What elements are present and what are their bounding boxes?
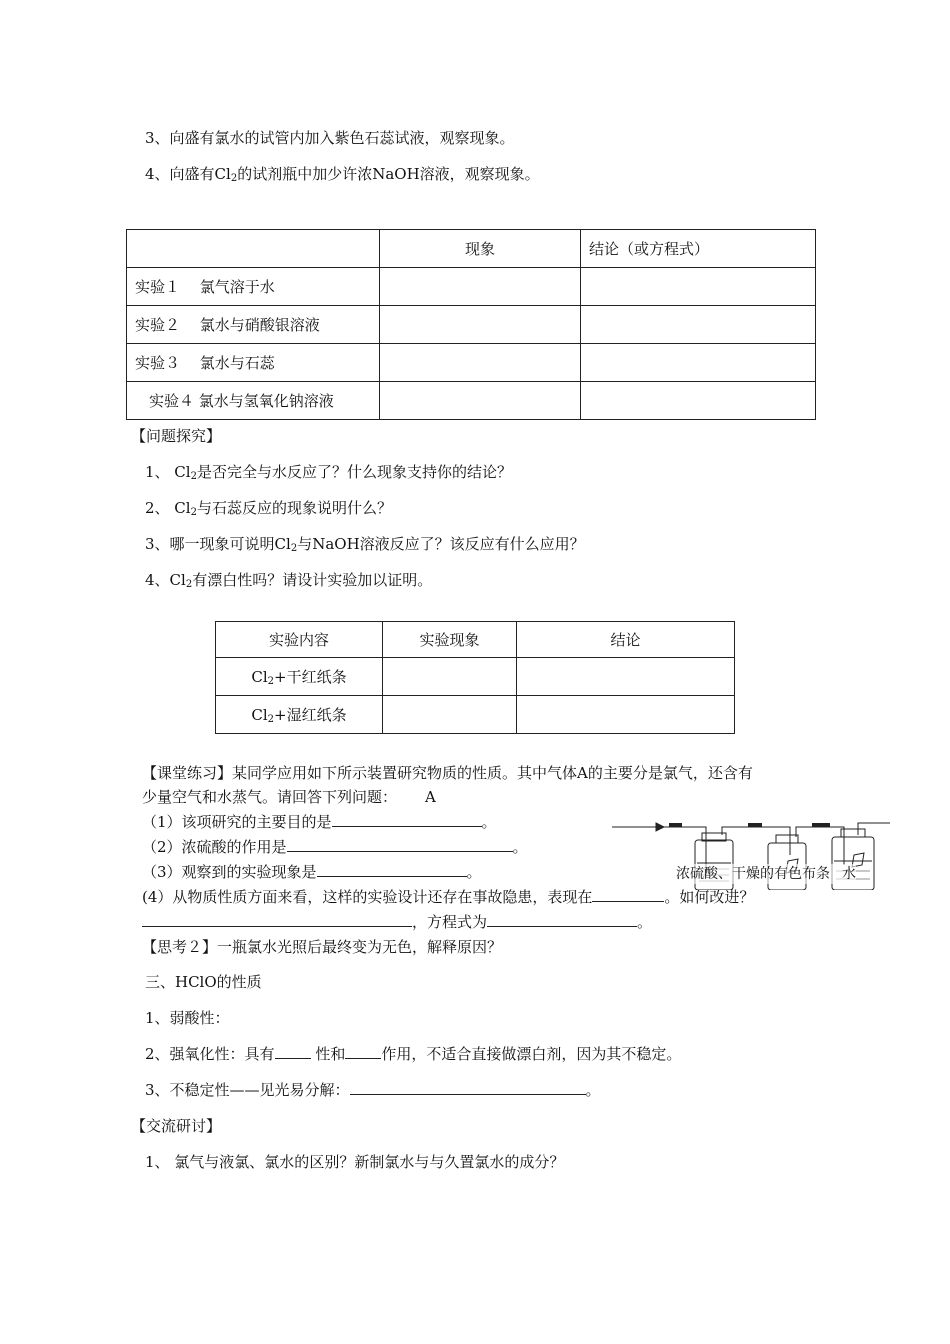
bleaching-table bbox=[215, 621, 735, 734]
table-row bbox=[127, 382, 816, 420]
table-header-cell bbox=[127, 230, 380, 268]
observation-cell[interactable] bbox=[383, 696, 517, 734]
practice-question-1: （1）该项研究的主要目的是 。 bbox=[142, 813, 497, 831]
table-header-row bbox=[127, 230, 816, 268]
practice-line-1: 【课堂练习】某同学应用如下所示装置研究物质的性质。其中气体A的主要分是氯气，还含有 bbox=[142, 764, 753, 782]
practice-question-4-cont: ，方程式为 。 bbox=[142, 912, 652, 932]
observation-cell[interactable] bbox=[380, 268, 581, 306]
answer-blank[interactable] bbox=[275, 1044, 311, 1059]
exchange-question-1: 1、 氯气与液氯、氯水的区别？新制氯水与与久置氯水的成分？ bbox=[145, 1153, 565, 1171]
table-row bbox=[216, 658, 735, 696]
observation-cell[interactable] bbox=[380, 306, 581, 344]
table-row bbox=[127, 306, 816, 344]
table-header-cell: 实验内容 bbox=[216, 622, 383, 658]
row-label: $Cl_2+$干红纸条 bbox=[216, 658, 383, 696]
exchange-heading: 【交流研讨】 bbox=[131, 1117, 222, 1135]
inquiry-question-1: 1、 $Cl_2$是否完全与水反应了？什么现象支持你的结论？ bbox=[145, 463, 512, 482]
row-label: 实验３ 氯水与石蕊 bbox=[127, 344, 380, 382]
row-label: 实验４ 氯水与氢氧化钠溶液 bbox=[127, 382, 380, 420]
practice-question-4: (4）从物质性质方面来看，这样的实验设计还存在事故隐患，表现在 。如何改进？ bbox=[142, 888, 755, 906]
gas-label-a: A bbox=[425, 788, 436, 806]
inquiry-question-3: 3、哪一现象可说明$Cl_2$与NaOH溶液反应了？该反应有什么应用？ bbox=[145, 535, 585, 554]
table-row bbox=[127, 268, 816, 306]
answer-blank[interactable] bbox=[487, 912, 637, 927]
connect-tube-2 bbox=[796, 827, 844, 865]
row-label: 实验１ 氯气溶于水 bbox=[127, 268, 380, 306]
hclo-point-1: 1、弱酸性： bbox=[145, 1009, 230, 1027]
practice-line-2: 少量空气和水蒸气。请回答下列问题： A bbox=[142, 788, 436, 806]
answer-blank[interactable] bbox=[345, 1044, 381, 1059]
hclo-heading: 三、HClO的性质 bbox=[145, 973, 262, 991]
conclusion-cell[interactable] bbox=[581, 382, 816, 420]
conclusion-cell[interactable] bbox=[581, 344, 816, 382]
think-2: 【思考２】一瓶氯水光照后最终变为无色，解释原因？ bbox=[142, 938, 503, 956]
practice-question-3: （3）观察到的实验现象是 。 bbox=[142, 863, 482, 881]
table-header-cell: 现象 bbox=[380, 230, 581, 268]
observation-cell[interactable] bbox=[383, 658, 517, 696]
hclo-point-2: 2、强氧化性：具有 性和 作用，不适合直接做漂白剂，因为其不稳定。 bbox=[145, 1045, 682, 1063]
table-header-row bbox=[216, 622, 735, 658]
intro-item-4: 4、向盛有$Cl_2$的试剂瓶中加少许浓NaOH溶液，观察现象。 bbox=[145, 165, 540, 184]
observation-cell[interactable] bbox=[380, 344, 581, 382]
answer-blank[interactable] bbox=[332, 812, 482, 827]
inquiry-question-2: 2、 $Cl_2$与石蕊反应的现象说明什么？ bbox=[145, 499, 392, 518]
inquiry-question-4: 4、$Cl_2$有漂白性吗？请设计实验加以证明。 bbox=[145, 571, 433, 590]
row-label: 实验２ 氯水与硝酸银溶液 bbox=[127, 306, 380, 344]
intro-item-3: 3、向盛有氯水的试管内加入紫色石蕊试液，观察现象。 bbox=[145, 129, 515, 147]
observation-cell[interactable] bbox=[380, 382, 581, 420]
table-header-cell: 结论 bbox=[517, 622, 735, 658]
inquiry-heading: 【问题探究】 bbox=[131, 427, 222, 445]
table-row bbox=[216, 696, 735, 734]
hclo-point-3: 3、不稳定性——见光易分解： 。 bbox=[145, 1081, 601, 1099]
practice-question-2: （2）浓硫酸的作用是 。 bbox=[142, 838, 528, 856]
row-label: $Cl_2+$湿红纸条 bbox=[216, 696, 383, 734]
answer-blank[interactable] bbox=[350, 1080, 586, 1095]
answer-blank[interactable] bbox=[287, 837, 513, 852]
conclusion-cell[interactable] bbox=[581, 268, 816, 306]
conclusion-cell[interactable] bbox=[581, 306, 816, 344]
experiment-table bbox=[126, 229, 816, 420]
conclusion-cell[interactable] bbox=[517, 696, 735, 734]
arrow-head-icon bbox=[656, 823, 664, 831]
conclusion-cell[interactable] bbox=[517, 658, 735, 696]
answer-blank[interactable] bbox=[142, 912, 412, 927]
answer-blank[interactable] bbox=[317, 862, 467, 877]
table-header-cell: 实验现象 bbox=[383, 622, 517, 658]
apparatus-labels: 浓硫酸、干燥的有色布条 水 bbox=[676, 866, 856, 882]
table-row bbox=[127, 344, 816, 382]
table-header-cell: 结论（或方程式） bbox=[581, 230, 816, 268]
